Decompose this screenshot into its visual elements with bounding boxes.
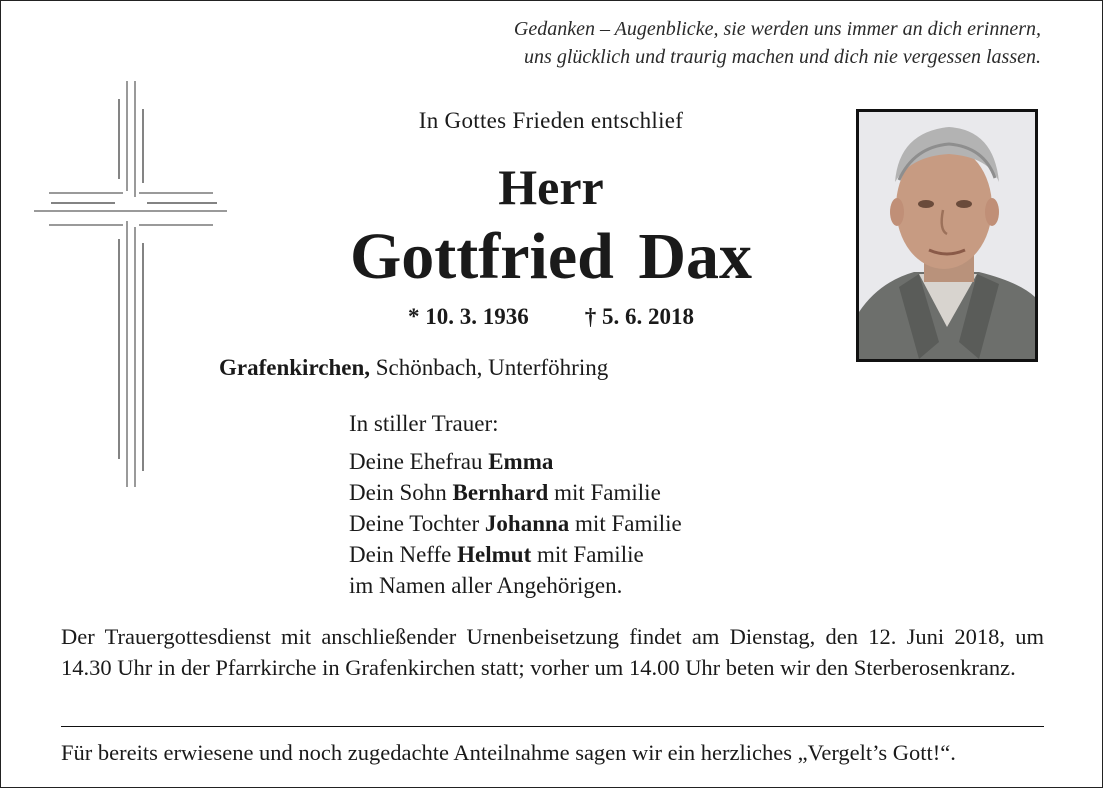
motto-line-2: uns glücklich und traurig machen und dich nie vergessen lassen. xyxy=(524,46,1041,68)
motto-line-1: Gedanken – Augenblicke, sie werden uns immer an dich erinnern, xyxy=(513,18,1041,40)
mourner-name: Emma xyxy=(488,449,554,474)
deceased-name: Gottfried Dax xyxy=(349,220,753,293)
divider xyxy=(61,726,1044,727)
mourner-relation: Dein Sohn xyxy=(349,480,453,505)
mourner-line xyxy=(349,539,682,570)
mourner-name: Johanna xyxy=(484,511,570,536)
mourner-suffix: mit Familie xyxy=(548,480,661,505)
mourner-line xyxy=(349,508,682,539)
motto xyxy=(301,15,1041,71)
portrait-illustration xyxy=(859,112,1035,359)
mourner-suffix: mit Familie xyxy=(531,542,644,567)
mourners-closing: im Namen aller Angehörigen. xyxy=(349,573,623,598)
death-date: † 5. 6. 2018 xyxy=(584,304,694,329)
place-others: Schönbach, Unterföhring xyxy=(369,355,609,380)
mourner-suffix: mit Familie xyxy=(569,511,682,536)
intro-text: In Gottes Frieden entschlief xyxy=(418,108,684,133)
mourner-name: Bernhard xyxy=(452,480,549,505)
life-dates xyxy=(251,304,851,330)
cross-icon xyxy=(31,79,231,491)
mourner-relation: Deine Ehefrau xyxy=(349,449,489,474)
thanks-text: Für bereits erwiesene und noch zugedachte Anteilnahme sagen wir ein herzliches „Vergelt’s Gott!“. xyxy=(61,740,956,765)
birth-date: * 10. 3. 1936 xyxy=(408,304,529,329)
mourners-lead: In stiller Trauer: xyxy=(349,411,499,436)
portrait-photo xyxy=(856,109,1038,362)
mourner-line xyxy=(349,477,682,508)
mourner-relation: Deine Tochter xyxy=(349,511,485,536)
service-details: Der Trauergottesdienst mit anschließender Urnenbeisetzung findet am Dienstag, den 12. Juni 2018, um 14.30 Uhr in der Pfarrkirche in Grafenkirchen statt; vorher um 14.00 Uhr beten wir den Sterberosenkranz. xyxy=(61,624,1044,680)
mourner-relation: Dein Neffe xyxy=(349,542,458,567)
mourners-block xyxy=(349,408,682,601)
mourner-line xyxy=(349,446,682,477)
places xyxy=(219,355,608,381)
place-primary: Grafenkirchen, xyxy=(219,355,370,380)
mourner-name: Helmut xyxy=(457,542,532,567)
salutation: Herr xyxy=(498,159,604,215)
